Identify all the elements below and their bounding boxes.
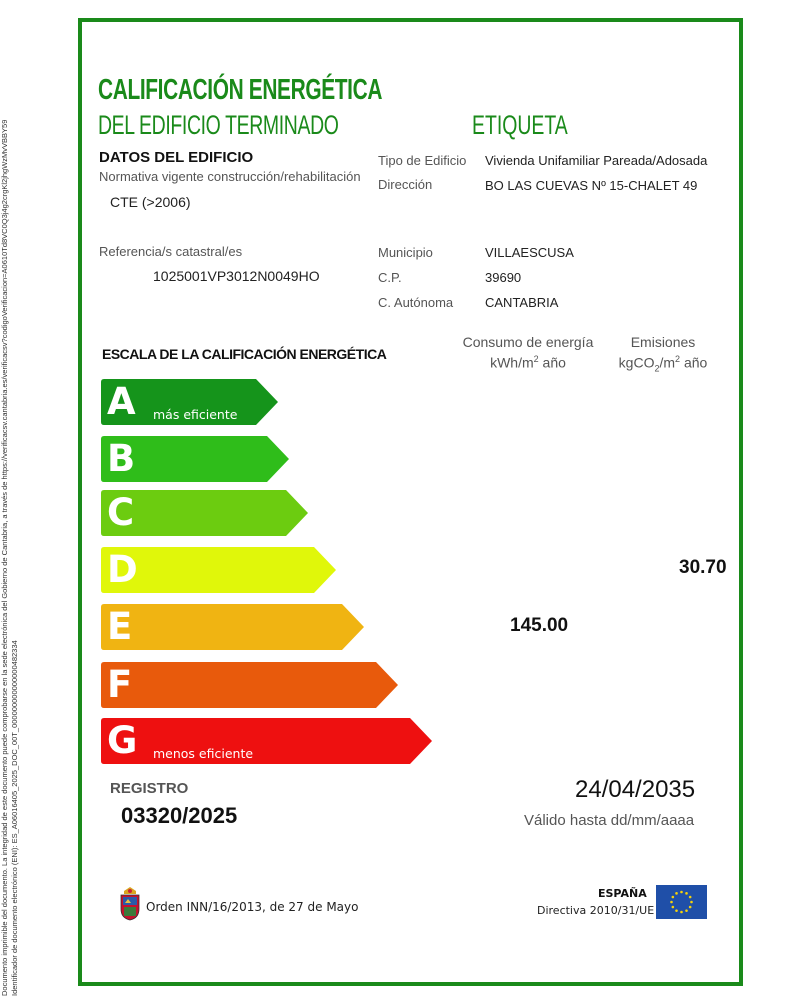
directiva-text: Directiva 2010/31/UE (537, 904, 655, 917)
municipio-label: Municipio (378, 245, 433, 260)
normativa-value: CTE (>2006) (110, 194, 191, 210)
rating-bar-letter: E (107, 605, 133, 648)
rating-bar-b (101, 436, 289, 482)
consumo-header (455, 334, 601, 372)
cantabria-coat-of-arms-icon (118, 887, 142, 926)
ca-value: CANTABRIA (485, 295, 559, 310)
cp-value: 39690 (485, 270, 522, 285)
registro-value: 03320/2025 (121, 803, 238, 828)
ca-label: C. Autónoma (378, 295, 454, 310)
tipo-label: Tipo de Edificio (378, 153, 467, 168)
consumo-header-line-2: kWh/$m^2$ año (490, 354, 566, 371)
emisiones-header (612, 334, 714, 377)
rating-bar-e (101, 604, 364, 650)
espana-text: ESPAÑA (598, 887, 647, 900)
rating-bar-a (101, 379, 278, 425)
rating-bar-letter: A (107, 380, 136, 423)
rating-bar-letter: D (107, 548, 138, 591)
title-line-2: DEL EDIFICIO TERMINADO (98, 110, 339, 140)
title-line-1: CALIFICACIÓN ENERGÉTICA (98, 74, 383, 106)
rating-bar-letter: B (107, 437, 136, 480)
side-text-line-2: Identificador de documento electrónico (ENI): ES_A06016405_2025_DOC_00T_000000000000000482334 (10, 640, 19, 996)
valid-until-label: Válido hasta dd/mm/aaaa (524, 812, 695, 829)
tipo-value: Vivienda Unifamiliar Pareada/Adosada (485, 153, 708, 168)
rating-bar-letter: G (107, 719, 138, 762)
orden-text: Orden INN/16/2013, de 27 de Mayo (146, 900, 359, 914)
emisiones-rating-value: 30.70 (679, 557, 727, 578)
valid-until-date: 24/04/2035 (575, 776, 696, 803)
ref-catastral-label: Referencia/s catastral/es (99, 244, 243, 259)
direccion-label: Dirección (378, 177, 433, 192)
emisiones-header-line-1: Emisiones (630, 334, 696, 350)
rating-bar-letter: F (107, 663, 133, 706)
cp-label: C.P. (378, 270, 402, 285)
rating-bar-d (101, 547, 336, 593)
rating-bar-label: más eficiente (153, 407, 238, 422)
rating-bar-shape (101, 662, 398, 708)
rating-bar-label: menos eficiente (153, 746, 254, 761)
municipio-value: VILLAESCUSA (485, 245, 574, 260)
normativa-label: Normativa vigente construcción/rehabilitación (99, 169, 361, 184)
etiqueta-heading: ETIQUETA (472, 110, 568, 140)
side-text-line-1: Documento imprimible del documento. La integridad de este documento puede comprobarse en la sede electrónica del Gobierno de Cantabria, a través de https://verificacsv.cantabria.es/verificacsv?codigoVerificacion=A0610Td8VC0Q3j4g2crgKl2jhgWzMvVBBY59 (0, 119, 9, 996)
scale-heading: ESCALA DE LA CALIFICACIÓN ENERGÉTICA (102, 346, 387, 362)
rating-bar-letter: C (107, 491, 135, 534)
eu-flag-icon (656, 885, 707, 924)
side-verification-text (0, 0, 46, 1000)
registro-label: REGISTRO (110, 780, 189, 797)
rating-bar-shape (101, 604, 364, 650)
emisiones-header-line-2: $kgCO_2/m^2$ año (618, 354, 708, 374)
datos-heading: DATOS DEL EDIFICIO (99, 149, 254, 166)
rating-bar-c (101, 490, 308, 536)
rating-bar-f (101, 662, 398, 708)
direccion-value: BO LAS CUEVAS Nº 15-CHALET 49 (485, 178, 698, 193)
ref-catastral-value: 1025001VP3012N0049HO (153, 268, 320, 284)
rating-bar-shape (101, 718, 432, 764)
consumo-rating-value: 145.00 (510, 615, 569, 636)
consumo-header-line-1: Consumo de energía (462, 334, 594, 350)
rating-bar-g (101, 718, 432, 764)
